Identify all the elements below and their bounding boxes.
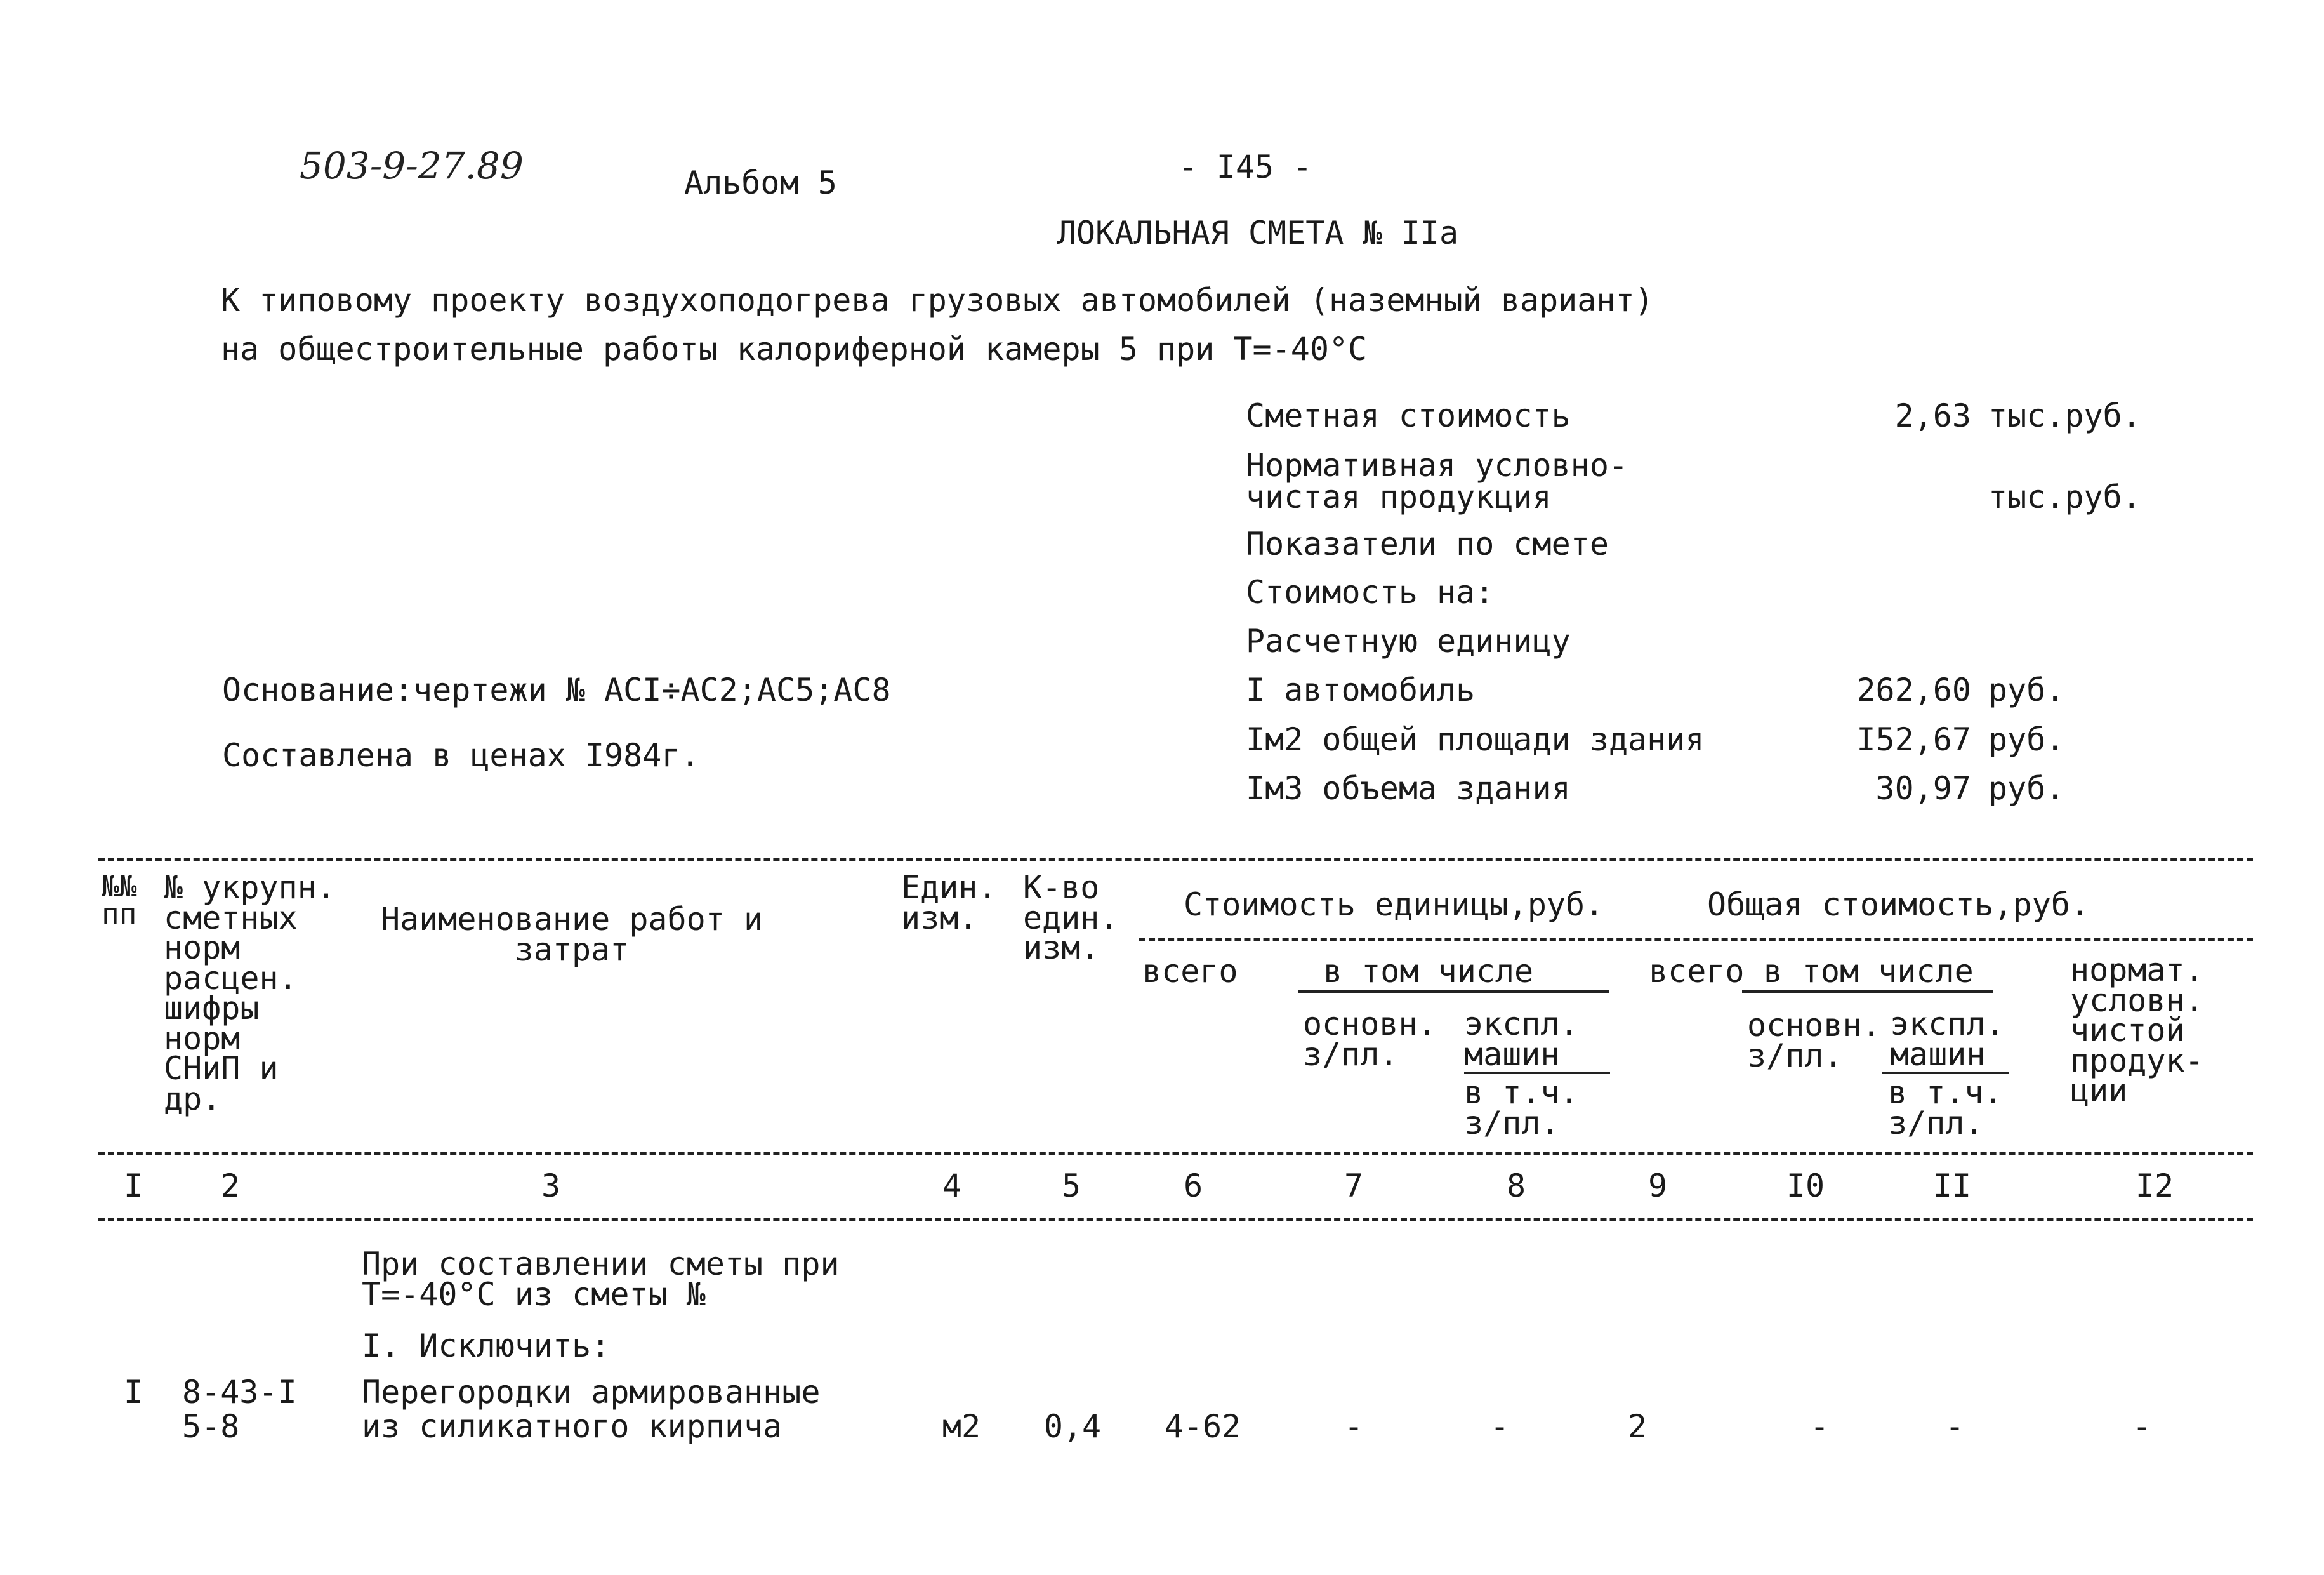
row-code-1: 8-43-I bbox=[182, 1374, 297, 1411]
row-name-1: Перегородки армированные bbox=[362, 1374, 821, 1411]
header-unit-cost-group: Стоимость единицы,руб. bbox=[1184, 886, 1604, 923]
group-rule bbox=[1139, 938, 2253, 941]
per-m2-label: Iм2 общей площади здания bbox=[1246, 721, 1705, 758]
indicators-label: Показатели по смете bbox=[1246, 526, 1609, 562]
header-unit-incl-pay: в т.ч. з/пл. bbox=[1464, 1074, 1579, 1141]
estimated-cost-label: Сметная стоимость bbox=[1246, 397, 1571, 434]
estimated-cost-value: 2,63 bbox=[1894, 397, 1971, 434]
basis-drawings: Основание:чертежи № АСI÷АС2;АС5;АС8 bbox=[222, 672, 891, 708]
header-unit-including-rule bbox=[1298, 990, 1609, 993]
album-label: Альбом 5 bbox=[684, 164, 837, 201]
header-total-incl-pay: в т.ч. з/пл. bbox=[1888, 1074, 2003, 1141]
header-unit-base-pay: основн. з/пл. bbox=[1303, 1006, 1437, 1073]
per-m2-unit: руб. bbox=[1988, 721, 2065, 758]
handwritten-number: 503-9-27.89 bbox=[300, 144, 524, 187]
per-m3-unit: руб. bbox=[1988, 770, 2065, 807]
header-col-code: № укрупн. сметных норм расцен. шифры норм СНиП и др. bbox=[164, 869, 336, 1117]
normative-label-2: чистая продукция bbox=[1246, 479, 1552, 515]
colnum-3: 3 bbox=[541, 1167, 561, 1204]
colnum-8: 8 bbox=[1506, 1167, 1526, 1204]
header-total-base-pay: основн. bbox=[1747, 1007, 1881, 1044]
per-car-label: I автомобиль bbox=[1246, 672, 1476, 708]
row-unit-mach: - bbox=[1489, 1408, 1510, 1445]
colnum-bottom-rule bbox=[98, 1218, 2253, 1221]
header-total-cost-group: Общая стоимость,руб. bbox=[1707, 886, 2090, 923]
colnum-2: 2 bbox=[220, 1167, 241, 1204]
document-title: ЛОКАЛЬНАЯ СМЕТА № IIa bbox=[1057, 215, 1459, 251]
header-col-norm: нормат. условн. чистой продук- ции bbox=[2070, 952, 2204, 1109]
colnum-9: 9 bbox=[1647, 1167, 1668, 1204]
colnum-7: 7 bbox=[1344, 1167, 1364, 1204]
row-code-2: 5-8 bbox=[182, 1408, 240, 1445]
row-total: 2 bbox=[1627, 1408, 1647, 1445]
per-car-value: 262,60 bbox=[1856, 672, 1971, 708]
colnum-5: 5 bbox=[1061, 1167, 1081, 1204]
colnum-6: 6 bbox=[1183, 1167, 1203, 1204]
row-name-2: из силикатного кирпича bbox=[362, 1408, 782, 1445]
per-m3-value: 30,97 bbox=[1875, 770, 1971, 807]
colnum-1: I bbox=[123, 1167, 143, 1204]
header-unit-total: всего bbox=[1142, 953, 1238, 990]
header-total-including: всего в том числе bbox=[1649, 953, 1974, 990]
header-total-including-rule bbox=[1742, 990, 1993, 993]
header-col-num: №№ пп bbox=[102, 869, 137, 931]
row-qty: 0,4 bbox=[1043, 1408, 1102, 1445]
section-title: I. Исключить: bbox=[362, 1327, 611, 1364]
per-m3-label: Iм3 объема здания bbox=[1246, 770, 1571, 807]
normative-unit: тыс.руб. bbox=[1988, 479, 2141, 515]
row-unit-base: - bbox=[1344, 1408, 1364, 1445]
colnum-12: I2 bbox=[2135, 1167, 2174, 1204]
header-col-unit: Един. изм. bbox=[901, 869, 997, 936]
row-unit-total: 4-62 bbox=[1164, 1408, 1241, 1445]
row-unit: м2 bbox=[942, 1408, 981, 1445]
table-top-rule bbox=[98, 858, 2253, 861]
basis-prices: Составлена в ценах I984г. bbox=[222, 737, 700, 774]
note-text: При составлении сметы при T=-40°C из сметы № bbox=[362, 1246, 840, 1313]
subtitle-line-2: на общестроительные работы калориферной камеры 5 при T=-40°C bbox=[221, 331, 1368, 368]
page-number: - I45 - bbox=[1178, 149, 1312, 185]
row-total-mach: - bbox=[1944, 1408, 1965, 1445]
subtitle-line-1: К типовому проекту воздухоподогрева грузовых автомобилей (наземный вариант) bbox=[221, 282, 1654, 319]
header-col-name: Наименование работ и затрат bbox=[381, 901, 763, 968]
calc-unit-label: Расчетную единицу bbox=[1246, 623, 1571, 660]
header-total-machines: экспл. машин bbox=[1890, 1006, 2005, 1073]
header-unit-machines: экспл. машин bbox=[1464, 1006, 1579, 1073]
colnum-11: II bbox=[1932, 1167, 1972, 1204]
cost-on-label: Стоимость на: bbox=[1246, 574, 1495, 611]
colnum-10: I0 bbox=[1786, 1167, 1825, 1204]
header-col-qty: К-во един. изм. bbox=[1023, 869, 1119, 966]
header-bottom-rule bbox=[98, 1152, 2253, 1155]
header-total-base-pay-2: з/пл. bbox=[1747, 1037, 1843, 1074]
per-car-unit: руб. bbox=[1988, 672, 2065, 708]
row-num: I bbox=[123, 1374, 143, 1411]
row-total-base: - bbox=[1809, 1408, 1830, 1445]
header-unit-including: в том числе bbox=[1323, 953, 1534, 990]
colnum-4: 4 bbox=[942, 1167, 962, 1204]
row-norm: - bbox=[2132, 1408, 2152, 1445]
estimated-cost-unit: тыс.руб. bbox=[1988, 397, 2141, 434]
per-m2-value: I52,67 bbox=[1856, 721, 1971, 758]
normative-label-1: Нормативная условно- bbox=[1246, 447, 1628, 484]
